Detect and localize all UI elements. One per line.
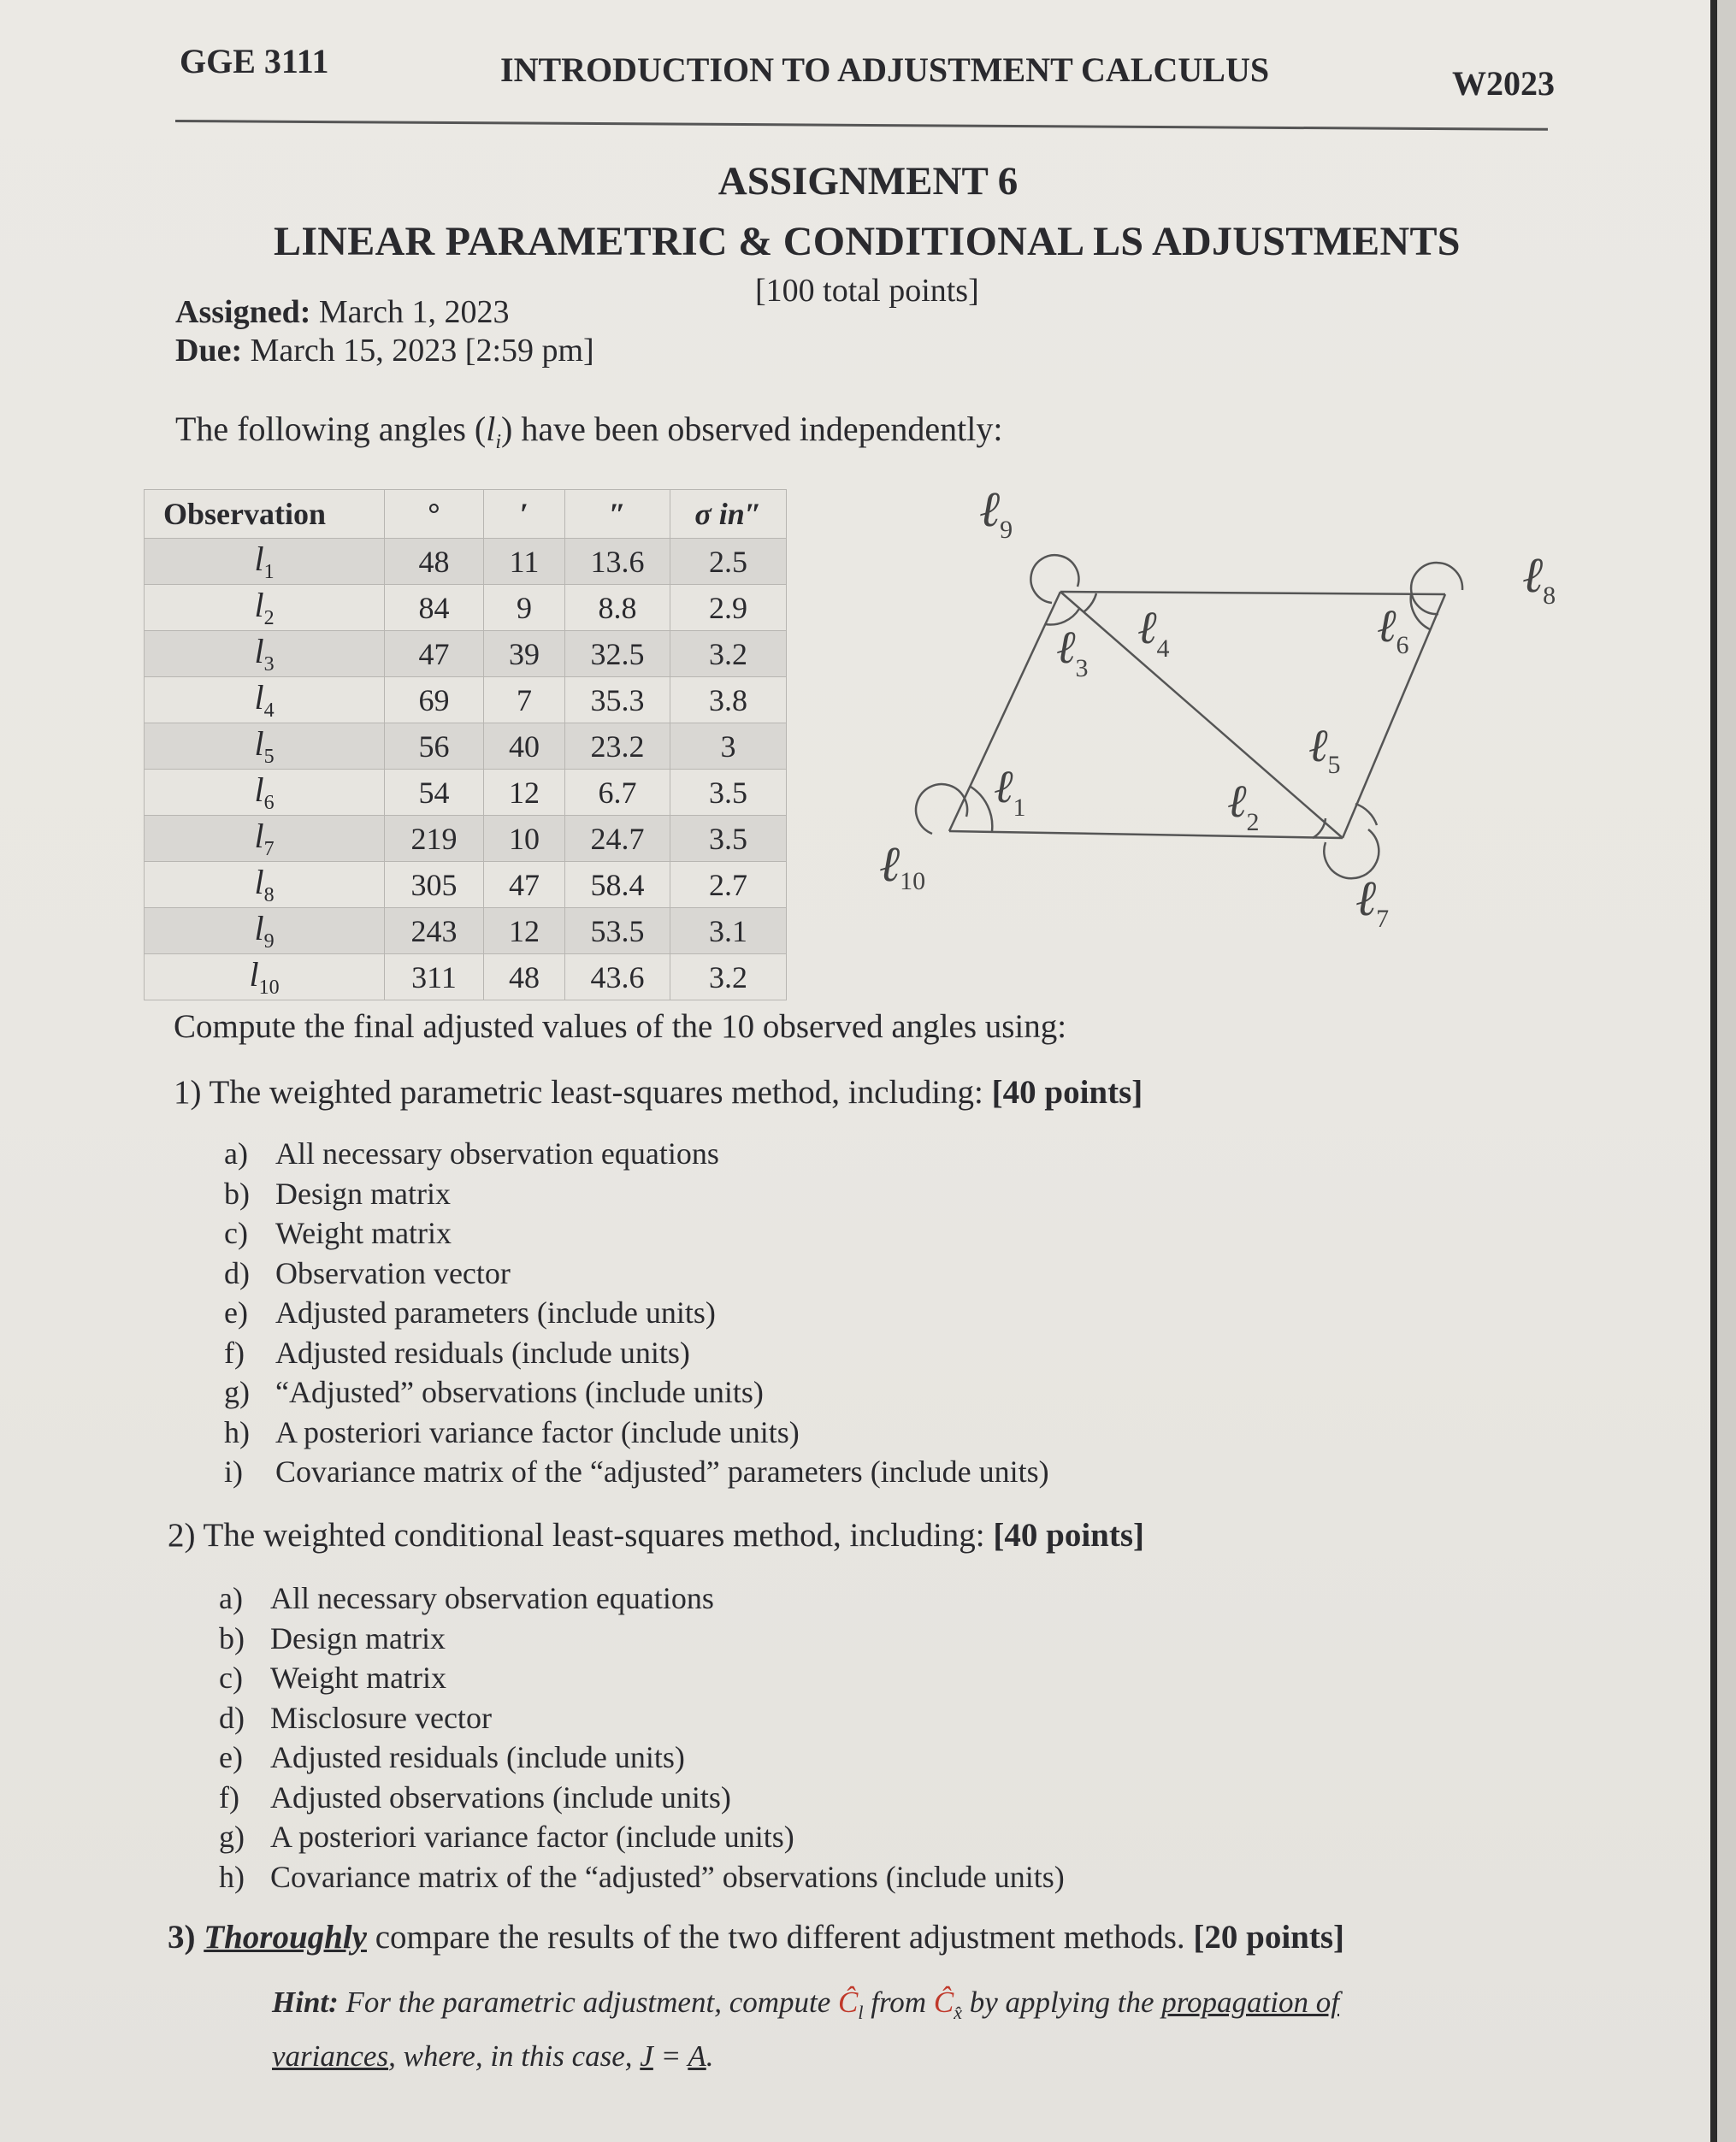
q1-item [224, 1295, 716, 1331]
q2-item [219, 1700, 492, 1736]
q2-item-text: Design matrix [270, 1620, 446, 1655]
q1-item-text: Design matrix [275, 1176, 451, 1211]
q1-item-key: h) [224, 1414, 250, 1449]
degrees-cell: 48 [385, 539, 484, 585]
q2-item-text: Adjusted residuals (include units) [270, 1740, 685, 1774]
seconds-cell: 6.7 [565, 770, 670, 816]
minutes-cell: 39 [484, 631, 565, 677]
q1-item-key: b) [224, 1176, 250, 1211]
observation-cell [145, 908, 385, 954]
arc-l5 [1355, 804, 1377, 825]
minutes-cell: 47 [484, 862, 565, 908]
q2-item-key: e) [219, 1740, 243, 1774]
hint-line-1 [272, 1986, 1339, 2024]
sigma-cell: 2.5 [670, 539, 787, 585]
header-rule [175, 120, 1548, 131]
observation-cell [145, 539, 385, 585]
q2-item-key: d) [219, 1700, 245, 1735]
degrees-cell: 47 [385, 631, 484, 677]
obs-symbol: l [254, 724, 264, 763]
observation-cell [145, 862, 385, 908]
seconds-cell: 13.6 [565, 539, 670, 585]
minutes-cell: 12 [484, 770, 565, 816]
seconds-cell: 43.6 [565, 954, 670, 1000]
minutes-cell: 9 [484, 585, 565, 631]
obs-index: 7 [263, 838, 275, 860]
hint-link-2: variances [272, 2039, 389, 2073]
col-minutes: ′ [484, 490, 565, 539]
q1-item-text: Adjusted residuals (include units) [275, 1335, 690, 1370]
table-row [145, 770, 787, 816]
q2-item-text: A posteriori variance factor (include units) [270, 1820, 794, 1854]
degrees-cell: 69 [385, 677, 484, 723]
q2-item [219, 1859, 1065, 1895]
q1-item-key: g) [224, 1375, 250, 1409]
obs-symbol: l [254, 909, 264, 947]
course-code: GGE 3111 [180, 42, 329, 80]
label-l10: ℓ10 [879, 836, 926, 895]
assigned-date: March 1, 2023 [310, 294, 510, 330]
sigma-cell: 3.5 [670, 770, 787, 816]
label-l8: ℓ$_8$ [1522, 547, 1556, 610]
question-2 [168, 1516, 1144, 1555]
observation-cell [145, 770, 385, 816]
obs-index: 9 [263, 930, 275, 953]
label-l4: ℓ$_4$ [1137, 602, 1170, 663]
hint-cov-l-sub: l [858, 2002, 864, 2023]
assigned-label: Assigned: [175, 294, 311, 330]
hint-text-2: from [863, 1986, 934, 2019]
table-row [145, 585, 787, 631]
sigma-cell: 2.9 [670, 585, 787, 631]
label-l1: ℓ$_1$ [994, 761, 1026, 822]
hint-text-3: by applying the [961, 1986, 1162, 2019]
degrees-cell: 243 [385, 908, 484, 954]
q1-item [224, 1176, 451, 1212]
hint-line-2 [272, 2039, 713, 2074]
obs-index: 4 [263, 699, 275, 722]
intro-var: l [486, 410, 496, 448]
table-body [145, 539, 787, 1000]
total-points: [100 total points] [755, 273, 979, 309]
obs-symbol: l [254, 817, 264, 855]
obs-index: 5 [263, 746, 275, 768]
q3-emphasis: Thoroughly [204, 1919, 367, 1956]
col-seconds: ″ [565, 490, 670, 539]
label-l6: ℓ$_6$ [1377, 600, 1409, 659]
due-date: March 15, 2023 [2:59 pm] [242, 333, 594, 369]
degrees-cell: 84 [385, 585, 484, 631]
q2-item-text: Weight matrix [270, 1661, 447, 1695]
course-title: INTRODUCTION TO ADJUSTMENT CALCULUS [500, 50, 1270, 89]
q1-item [224, 1215, 452, 1251]
page-edge-shadow [1710, 0, 1717, 2142]
edge-bottom [949, 831, 1343, 838]
q1-item [224, 1454, 1049, 1490]
table-row [145, 677, 787, 723]
obs-symbol: l [249, 955, 259, 994]
q3-num: 3) [168, 1919, 204, 1956]
obs-symbol: l [254, 540, 264, 578]
observation-cell [145, 631, 385, 677]
q1-item [224, 1136, 719, 1171]
q2-points: [40 points] [993, 1517, 1144, 1554]
arc-l9 [1030, 555, 1078, 603]
label-l2: ℓ$_2$ [1227, 776, 1260, 836]
seconds-cell: 24.7 [565, 816, 670, 862]
q2-item [219, 1739, 685, 1775]
degrees-cell: 305 [385, 862, 484, 908]
q3-text: compare the results of the two different adjustment methods. [366, 1919, 1194, 1956]
intro-sub: i [495, 431, 502, 453]
arc-l4 [1084, 593, 1096, 611]
obs-index: 2 [263, 607, 275, 629]
intro-before: The following angles ( [175, 410, 487, 448]
minutes-cell: 48 [484, 954, 565, 1000]
q1-item [224, 1335, 690, 1371]
sigma-cell: 3.8 [670, 677, 787, 723]
table-header-row [145, 490, 787, 539]
seconds-cell: 23.2 [565, 723, 670, 770]
label-l3: ℓ$_3$ [1056, 622, 1089, 682]
q1-item-key: c) [224, 1216, 248, 1250]
q1-item-key: i) [224, 1455, 243, 1489]
hint-text-1: For the parametric adjustment, compute [338, 1986, 839, 2019]
intro-after: ) have been observed independently: [501, 410, 1003, 448]
minutes-cell: 40 [484, 723, 565, 770]
q1-item-text: Observation vector [275, 1255, 511, 1290]
q1-item-text: Weight matrix [275, 1216, 452, 1250]
minutes-cell: 12 [484, 908, 565, 954]
sigma-cell: 3.1 [670, 908, 787, 954]
hint-cov-x-sub: x̂ [954, 2002, 962, 2023]
q2-item-text: Covariance matrix of the “adjusted” observations (include units) [270, 1859, 1065, 1894]
angle-network-diagram [864, 479, 1599, 958]
seconds-cell: 35.3 [565, 677, 670, 723]
obs-symbol: l [254, 678, 264, 717]
degrees-cell: 311 [385, 954, 484, 1000]
q1-item-key: f) [224, 1335, 245, 1370]
sigma-cell: 3.2 [670, 631, 787, 677]
col-degrees: ° [385, 490, 484, 539]
q2-item-key: g) [219, 1820, 245, 1854]
obs-index: 6 [263, 792, 275, 814]
obs-index: 10 [258, 977, 280, 999]
sigma-cell: 3.2 [670, 954, 787, 1000]
observation-cell [145, 585, 385, 631]
table-row [145, 954, 787, 1000]
label-l7: ℓ$_7$ [1355, 870, 1390, 933]
assigned-line [175, 293, 510, 331]
observations-table [144, 489, 787, 1000]
obs-index: 1 [263, 561, 275, 583]
q2-item-text: Adjusted observations (include units) [270, 1779, 731, 1815]
background-strip [1717, 0, 1736, 2142]
sigma-cell: 3 [670, 723, 787, 770]
q2-item-text: Misclosure vector [270, 1700, 492, 1735]
intro-text [175, 409, 1003, 454]
q2-item-text: All necessary observation equations [270, 1581, 714, 1615]
q2-item [219, 1580, 714, 1616]
q2-item [219, 1620, 446, 1656]
degrees-cell: 56 [385, 723, 484, 770]
q2-text: 2) The weighted conditional least-squares method, including: [168, 1517, 994, 1554]
q1-item-text: “Adjusted” observations (include units) [275, 1375, 764, 1409]
q1-item-text: Adjusted parameters (include units) [275, 1295, 716, 1330]
hint-cov-l: Ĉ [838, 1986, 859, 2019]
degrees-cell: 219 [385, 816, 484, 862]
obs-symbol: l [254, 770, 264, 809]
col-sigma: σ in″ [670, 490, 787, 539]
q2-item-key: b) [219, 1620, 245, 1655]
sigma-cell: 2.7 [670, 862, 787, 908]
q1-item [224, 1255, 511, 1291]
hint-link-1: propagation of [1161, 1986, 1339, 2019]
assignment-title: ASSIGNMENT 6 [717, 159, 1019, 204]
table-row [145, 816, 787, 862]
q1-item-key: e) [224, 1295, 248, 1330]
minutes-cell: 7 [484, 677, 565, 723]
arc-l8 [1411, 563, 1462, 614]
q1-item [224, 1414, 800, 1450]
table-row [145, 631, 787, 677]
compute-instruction: Compute the final adjusted values of the 10 observed angles using: [174, 1008, 1067, 1045]
due-label: Due: [175, 333, 243, 369]
hint-text-4: , where, in this case, [388, 2039, 641, 2073]
q1-item-key: d) [224, 1255, 250, 1290]
q2-item-key: f) [219, 1779, 239, 1815]
observation-cell [145, 954, 385, 1000]
seconds-cell: 32.5 [565, 631, 670, 677]
edge-diagonal [1060, 592, 1343, 838]
obs-index: 3 [263, 653, 275, 676]
q3-points: [20 points] [1193, 1919, 1345, 1956]
q1-item [224, 1374, 764, 1410]
q1-item-text: Covariance matrix of the “adjusted” parameters (include units) [275, 1455, 1049, 1489]
hint-eq-j: J [640, 2039, 653, 2073]
hint-eq-mid: = [652, 2039, 688, 2073]
q2-item-key: a) [219, 1581, 243, 1615]
question-1 [174, 1073, 1143, 1112]
degrees-cell: 54 [385, 770, 484, 816]
table-row [145, 862, 787, 908]
q2-item [219, 1819, 794, 1855]
table-row [145, 908, 787, 954]
assignment-subtitle: LINEAR PARAMETRIC & CONDITIONAL LS ADJUSTMENTS [274, 219, 1461, 264]
obs-symbol: l [254, 586, 264, 624]
hint-eq-a: A [688, 2039, 706, 2073]
hint-cov-x: Ĉ [933, 1986, 954, 2019]
q2-item-key: c) [219, 1661, 243, 1695]
hint-label: Hint: [272, 1986, 339, 2019]
q2-item [219, 1660, 446, 1696]
edge-top [1060, 592, 1445, 594]
seconds-cell: 8.8 [565, 585, 670, 631]
minutes-cell: 10 [484, 816, 565, 862]
q1-text: 1) The weighted parametric least-squares method, including: [174, 1074, 992, 1111]
label-l5: ℓ$_5$ [1308, 720, 1341, 779]
obs-symbol: l [254, 863, 264, 901]
seconds-cell: 58.4 [565, 862, 670, 908]
table-row [145, 539, 787, 585]
due-line [175, 332, 594, 369]
arc-l1 [971, 787, 992, 831]
label-l9: ℓ$_9$ [979, 481, 1013, 544]
q2-item-key: h) [219, 1859, 245, 1894]
obs-symbol: l [254, 632, 264, 670]
table-row [145, 723, 787, 770]
question-3 [168, 1918, 1344, 1956]
observation-cell [145, 816, 385, 862]
minutes-cell: 11 [484, 539, 565, 585]
q1-item-text: All necessary observation equations [275, 1136, 719, 1171]
term: W2023 [1452, 64, 1555, 103]
obs-index: 8 [263, 884, 275, 906]
sigma-cell: 3.5 [670, 816, 787, 862]
observation-cell [145, 723, 385, 770]
col-observation: Observation [145, 490, 385, 539]
hint-text-5: . [706, 2039, 714, 2073]
q1-points: [40 points] [991, 1074, 1143, 1111]
q1-item-text: A posteriori variance factor (include units) [275, 1414, 800, 1449]
observation-cell [145, 677, 385, 723]
q1-item-key: a) [224, 1136, 248, 1171]
q2-item [219, 1779, 731, 1815]
seconds-cell: 53.5 [565, 908, 670, 954]
